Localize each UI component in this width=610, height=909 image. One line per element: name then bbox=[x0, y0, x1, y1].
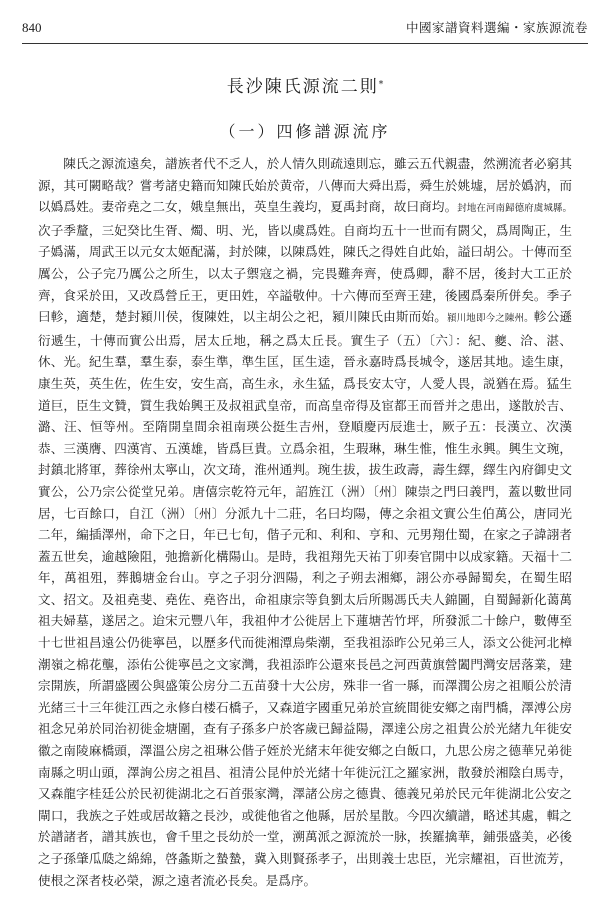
article-title-text: 長沙陳氏源流二則 bbox=[226, 77, 379, 97]
inline-note-2: 潁川地即今之陳州。 bbox=[447, 313, 534, 325]
body-paragraph bbox=[38, 153, 572, 891]
body-text-part2: 次子季釐，三妃癸比生胥、燭、明、光，皆以虞爲姓。自商均五十一世而有閼父，爲周陶正，生子嬀滿，周武王以元女太姬配滿，封於陳，以陳爲姓，陳氏之得姓自此始，謚曰胡公。十傳而至厲公，公子完乃厲公之所生，以太子禦寇之禍，完畏難奔齊，使爲卿，辭不居，後封大工正於齊，食采於田，又改爲營丘王，更田姓，卒謚敬仲。十六傳而至齊王建，後國爲秦所併矣。季子曰軫，適楚，楚封潁川侯，復陳姓，以主胡公之祀，潁川陳氏由斯而始。 bbox=[38, 222, 572, 325]
header-rule bbox=[22, 43, 588, 44]
body-text-part1: 陳氏之源流遠矣，譜族者代不乏人，於人情久則疏遠則忘，雖云五代親盡，然溯流者必窮其源，其可闕略哉？嘗考諸史籍而知陳氏始於黄帝，八傳而大舜出焉，舜生於姚墟，居於嬀汭，而以嬀爲姓。妻帝堯之二女，娥皇無出，英皇生義均，夏禹封商，故曰商均。 bbox=[38, 156, 572, 215]
footnote-mark: * bbox=[378, 80, 384, 90]
page-number: 840 bbox=[22, 20, 42, 35]
running-header bbox=[22, 16, 588, 40]
running-title: 中國家譜資料選編・家族源流卷 bbox=[405, 20, 588, 35]
section-subtitle: （一）四修譜源流序 bbox=[219, 122, 391, 141]
body-text bbox=[38, 153, 572, 891]
article-title bbox=[0, 75, 610, 99]
inline-note-1: 封地在河南歸德府虞城縣。 bbox=[457, 203, 572, 215]
body-text-part3: 軫公遜衍遞生，十傳而實公出焉，居太丘地，稱之爲太丘長。實生子（五）〔六〕：紀、夔、洽、湛、休、光。紀生羣，羣生泰，泰生準，準生匡，匡生逵，晉永嘉時爲長城令，遂居其地。逵生康，康生英，英生佐，佐生安，安生高，高生永，永生猛，爲長安太守，人愛人畏，説猶在焉。猛生道巨，臣生文贊，質生我始興王及叔祖武皇帝，而高皇帝得及宦都王而晉并之患出，遂散於吉、潞、汪、恒等州。至隋開皇間余祖南瑛公挺生吉州，登順慶丙辰進士，厥子五：長漢立、次漢恭、三漢膺、四漢宵、五漢雄，皆爲巨貴。立爲余祖，生瑕琳，琳生惟，惟生永興。興生文琬，封鎮北將軍，葬徐州太寧山，次文琦，淮州通判。琬生拔，拔生政壽，壽生繹，繹生內府御史文實公，公乃宗公從堂兄弟。唐僖宗乾符元年，詔旌江（洲）〔州〕陳崇之門曰義門，蓋以數世同居，七百餘口，自江（洲）〔州〕分派九十二莊，名曰均陽，傳之余祖文實公生伯萬公，唐同光二年，編插澤州，命下之日，年已七旬，偕子元和、利和、亨和、元男翔仕蜀，在家之子諱詡者蓋五世矣，逾越險阻，弛擔新化構陽山。是時，我祖翔先天祐丁卯奏官開中以成家籍。天福十二年，萬祖殂，葬鵝塘金台山。亨之子羽分泗陽，利之子朔去湘鄉，詡公亦尋歸蜀矣，在蜀生昭文、招文。及祖堯斐、堯佐、堯咨出，命祖康宗等負劉太后所賜馮氏夫人錦圖，自蜀歸新化蔼萬祖夫婦墓，遂居之。迨宋元豐八年，我祖仲才公徙居上下蓮塘苦竹坪，所發派二十餘户，數傳至十七世祖昌遠公仍徙寧邑，以歷多代而徙湘潭烏柴潮，至我祖添昨公兄弟三人，添文公徙河北樟潮嶺之棉花壟，添佑公徙寧邑之文家灣，我祖添昨公還來長邑之河西黄旗營闔門灣安居落業，建宗開族，所謂盛國公與盛策公房分二五苗發十大公房，殊非一省一縣，而澤潤公房之祖順公於清光緒三十三年徙江西之永修白楼石橋子，又森道字國重兄弟於宣統間徙安鄉之南門橋，澤溥公房祖念兄弟於同治初徙金塘圍，查有子孫多户於客歲已歸益陽，澤達公房之祖貴公於光緒九年徙安徽之南陵麻橋頭，澤溫公房之祖琳公偕子姪於光緒末年徙安鄉之白飯口，九思公房之德華兄弟徙南縣之明山頭，澤詢公房之祖昌、祖清公昆仲於光緒十年徙沅江之羅家洲，散發於湘陰白馬寺，又森龍字桂廷公於民初徙湖北之石首張家灣，澤諸公房之德貴、德義兄弟於民元年徙湖北公安之閘口，我族之子姓或居故籍之長沙，或徙他省之他縣，居於星散。今四次續譜，略述其處，輯之於譜諸者，譜其族也，會千里之長幼於一堂，溯萬派之源流於一脉，挨羅擒華，鋪張盛美，必後之子孫肇瓜瓞之綿綿，啓螽斯之蟄蟄，冀入則賢孫孝子，出則義士忠臣，光宗耀祖，百世流芳，使根之深者枝必榮，源之遠者流必長矣。是爲序。 bbox=[38, 309, 572, 888]
